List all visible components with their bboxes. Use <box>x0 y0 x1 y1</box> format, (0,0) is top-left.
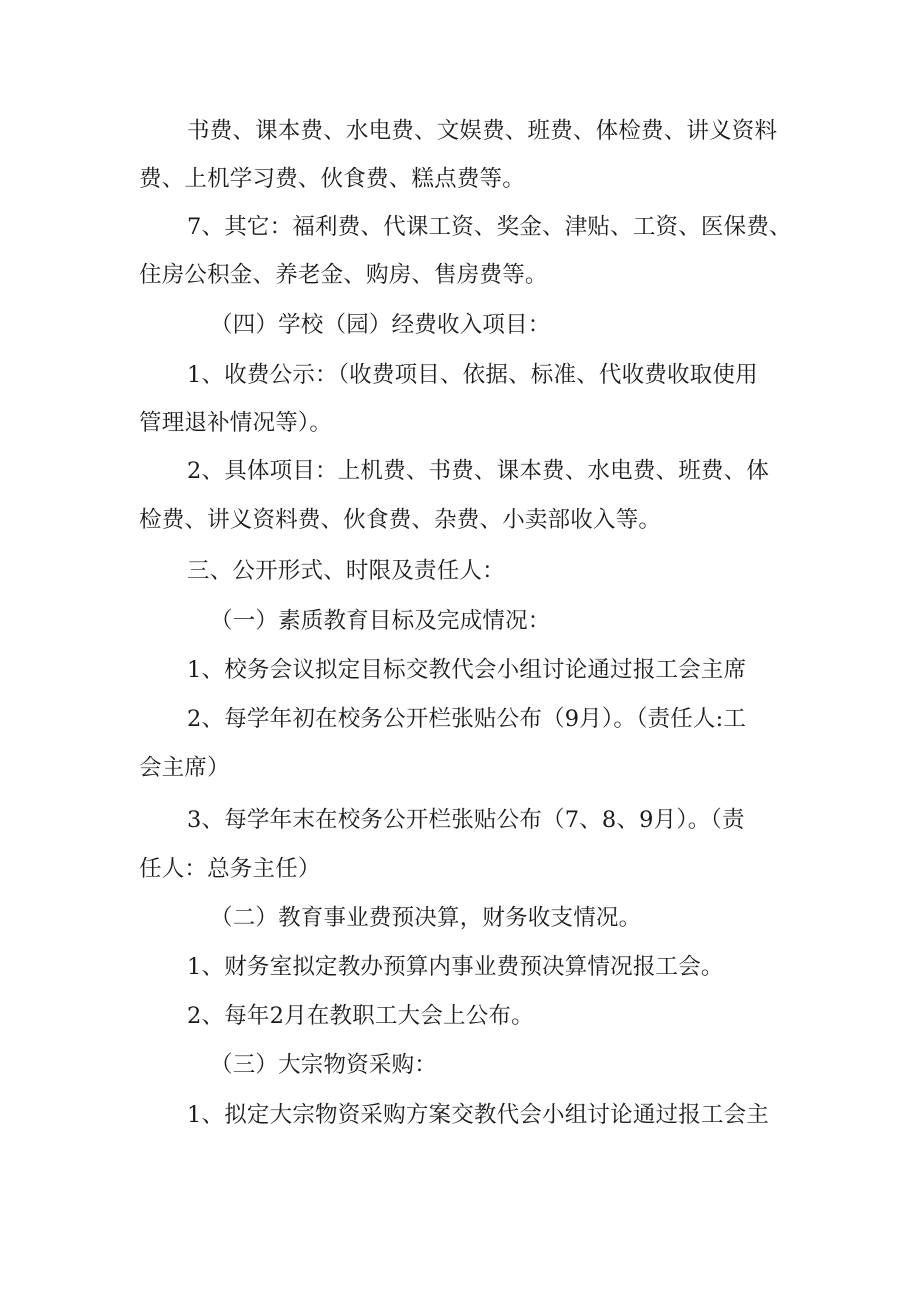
text-line: 会主席） <box>139 755 230 781</box>
section-heading: （四）学校（园）经费收入项目： <box>210 312 551 338</box>
text-line: 2、具体项目：上机费、书费、课本费、水电费、班费、体 <box>187 458 770 484</box>
text-line: 7、其它：福利费、代课工资、奖金、津贴、工资、医保费、 <box>187 214 792 240</box>
text-line: 2、每学年初在校务公开栏张贴公布（9月）。（责任人:工 <box>187 706 747 732</box>
text-line: 1、财务室拟定教办预算内事业费预决算情况报工会。 <box>187 954 724 980</box>
text-line: 检费、讲义资料费、伙食费、杂费、小卖部收入等。 <box>139 507 662 533</box>
section-heading: 三、公开形式、时限及责任人： <box>187 558 505 584</box>
text-line: 管理退补情况等）。 <box>139 410 333 436</box>
text-line: 2、每年2月在教职工大会上公布。 <box>187 1003 534 1029</box>
text-line: 住房公积金、养老金、购房、售房费等。 <box>139 262 548 288</box>
text-line: 费、上机学习费、伙食费、糕点费等。 <box>139 166 525 192</box>
text-line: 1、校务会议拟定目标交教代会小组讨论通过报工会主席 <box>187 657 747 683</box>
text-line: 3、每学年末在校务公开栏张贴公布（7、8、9月）。（责 <box>187 807 745 833</box>
section-heading: （一）素质教育目标及完成情况： <box>210 608 551 634</box>
text-line: 1、收费公示：（收费项目、依据、标准、代收费收取使用 <box>187 362 758 388</box>
text-line: 任人：总务主任） <box>139 856 321 882</box>
text-line: 书费、课本费、水电费、文娱费、班费、体检费、讲义资料 <box>187 118 778 144</box>
text-line: 1、拟定大宗物资采购方案交教代会小组讨论通过报工会主 <box>187 1102 770 1128</box>
section-heading: （三）大宗物资采购： <box>210 1052 438 1078</box>
section-heading: （二）教育事业费预决算，财务收支情况。 <box>210 905 642 931</box>
